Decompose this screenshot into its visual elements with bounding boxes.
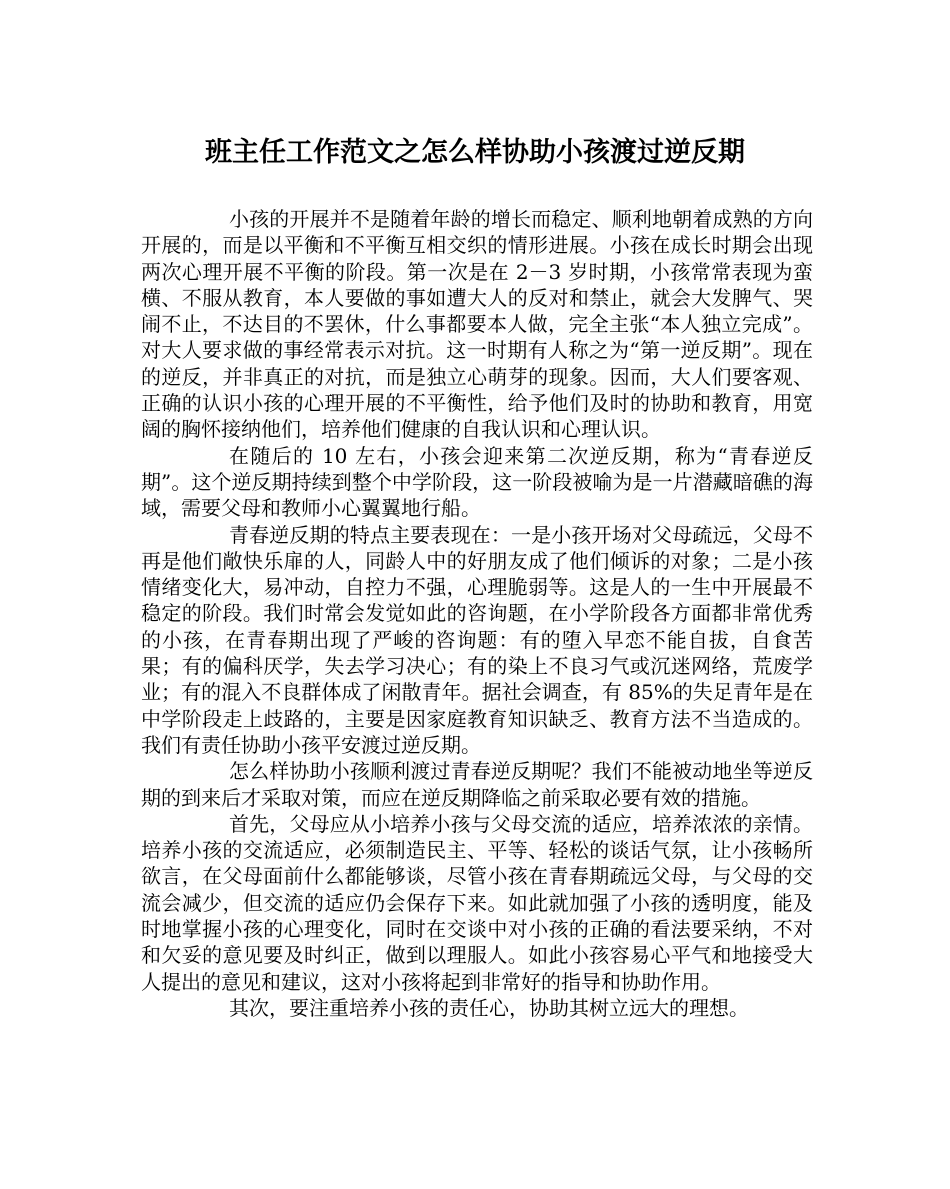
- document-title: 班主任工作范文之怎么样协助小孩渡过逆反期: [205, 137, 745, 168]
- document-body: [141, 206, 813, 1021]
- paragraph: 其次，要注重培养小孩的责任心，协助其树立远大的理想。: [229, 995, 749, 1020]
- paragraph: 小孩的开展并不是随着年龄的增长而稳定、顺利地朝着成熟的方向开展的，而是以平衡和不平衡互相交织的情形进展。小孩在成长时期会出现两次心理开展不平衡的阶段。第一次是在 2－3 岁时期，小孩常常表现为蛮横、不服从教育，本人要做的事如遭大人的反对和禁止，就会大发脾气、哭闹不止，不达目的不罢休，什么事都要本人做，完全主张“本人独立完成”。对大人要求做的事经常表示对抗。这一时期有人称之为“第一逆反期”。现在的逆反，并非真正的对抗，而是独立心萌芽的现象。因而，大人们要客观、正确的认识小孩的心理开展的不平衡性，给予他们及时的协助和教育，用宽阔的胸怀接纳他们，培养他们健康的自我认识和心理认识。: [141, 207, 813, 442]
- paragraph: 首先，父母应从小培养小孩与父母交流的适应，培养浓浓的亲情。培养小孩的交流适应，必须制造民主、平等、轻松的谈话气氛，让小孩畅所欲言，在父母面前什么都能够谈，尽管小孩在青春期疏远父母，与父母的交流会减少，但交流的适应仍会保存下来。如此就加强了小孩的透明度，能及时地掌握小孩的心理变化，同时在交谈中对小孩的正确的看法要采纳，不对和欠妥的意见要及时纠正，做到以理服人。如此小孩容易心平气和地接受大人提出的意见和建议，这对小孩将起到非常好的指导和协助作用。: [141, 811, 813, 994]
- paragraph: 怎么样协助小孩顺利渡过青春逆反期呢？我们不能被动地坐等逆反期的到来后才采取对策，而应在逆反期降临之前采取必要有效的措施。: [141, 759, 813, 810]
- paragraph: 在随后的 10 左右，小孩会迎来第二次逆反期，称为“青春逆反期”。这个逆反期持续到整个中学阶段，这一阶段被喻为是一片潜藏暗礁的海域，需要父母和教师小心翼翼地行船。: [141, 443, 813, 521]
- paragraph: 青春逆反期的特点主要表现在：一是小孩开场对父母疏远，父母不再是他们敞快乐扉的人，同龄人中的好朋友成了他们倾诉的对象；二是小孩情绪变化大，易冲动，自控力不强，心理脆弱等。这是人的一生中开展最不稳定的阶段。我们时常会发觉如此的咨询题，在小学阶段各方面都非常优秀的小孩，在青春期出现了严峻的咨询题：有的堕入早恋不能自拔，自食苦果；有的偏科厌学，失去学习决心；有的染上不良习气或沉迷网络，荒废学业；有的混入不良群体成了闲散青年。据社会调查，有 85%的失足青年是在中学阶段走上歧路的，主要是因家庭教育知识缺乏、教育方法不当造成的。我们有责任协助小孩平安渡过逆反期。: [141, 522, 813, 757]
